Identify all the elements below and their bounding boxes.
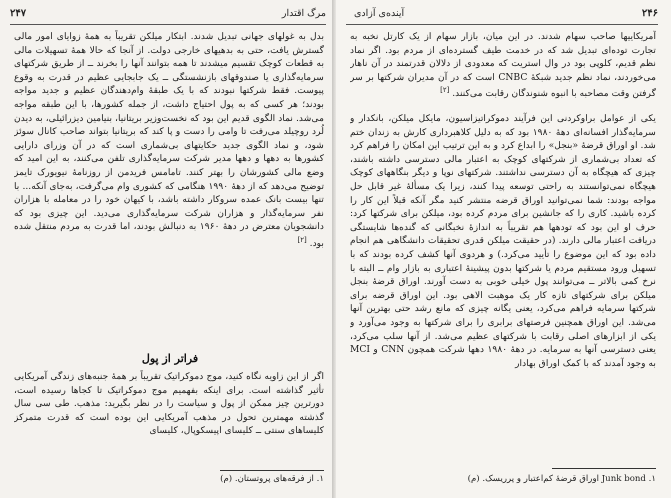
right-paragraph-1: [350, 30, 656, 112]
reference-mark: [۲]: [440, 86, 450, 95]
left-paragraph-2: [14, 370, 324, 466]
running-title: آینده‌ی آزادی: [354, 8, 405, 19]
left-paragraph-1: [14, 30, 324, 330]
paragraph-text: یکی از عوامل براوکردنی این فرآیند دموکراتیزاسیون، مایکل میلکن، بانکدار و سرمایه‌گذار افسانه‌ای دههٔ ۱۹۸۰ بود که به دلیل کلاهبرداری کارش به زندان ختم شد. او اوراق قرضهٔ «بنجل» را ابداع کرد و به این ترتیب این امکان را فراهم کرد که تعداد بی‌شماری از شرکتهای کوچک به اعتبار مالی دسترسی داشته باشند، چیزی که هیچگاه به آن دسترسی نداشتند. شرکتهای نوپا و دیگر بنگاههای کوچک هیچگاه نمی‌توانستند به راحتی توسعه پیدا کنند، زیرا یک مسألهٔ غیر قابل حل مواجه بودند: شما نمی‌توانید اوراق قرضه منتشر کنید مگر آنکه قبلاً این کار را کرده باشید. کاری را که جانشین برای مردم کرده بود، میلکن برای شرکتها کرد: حرف او این بود که تودهها هم تقریباً به اندازهٔ نخبگانی که گنده‌ها شایستگی دریافت اعتبار مالی دارند. (در حقیقت میلکن قدری تحقیقات دانشگاهی هم انجام داده بود که این موضوع را تأیید می‌کرد.) و هردوی آنها کشف کرده بودند که با تسهیل ورود مستقیم مردم یا شرکتها بدون پیشینهٔ اعتباری به بازار وام ــ البته با نرخ کمی بالاتر ــ می‌توانند پول خیلی خوبی به دست آورند. اوراق قرضهٔ بنجل میلکن برای شرکتهای تازه کار یک موهبت الاهی بود. این اوراق قرضه برای شرکتها سرمایه فراهم می‌کرد، یعنی یگانه چیزی که مانع رشد حتی بهترین آنها می‌شد. این اوراق همچنین فرصتهای برابری را برای شرکتها به وجود می‌آورد و یکی از ابزارهای اصلی رقابت با شرکتهای عظیم می‌شد. از آنها سلب می‌کرد، یعنی دسترسی آنها به سرمایه. در دههٔ ۱۹۸۰ دهها شرکت همچون CNN و MCI به وجود آمدند که با کمک اوراق بهادار: [350, 113, 656, 369]
left-page-header: [10, 8, 326, 22]
header-rule: [10, 24, 326, 25]
reference-mark: [۲]: [297, 235, 307, 244]
running-title: مرگ اقتدار: [281, 8, 326, 19]
footnote: ۱. Junk bond اوراق قرضهٔ کم‌اعتبار و پرریسک. (م): [467, 474, 656, 484]
paragraph-text: بدل به غولهای جهانی تبدیل شدند. ابتکار میلکن تقریباً به همهٔ زوایای امور مالی گسترش یافت، حتی به بدهیهای خارجی دولت. از آنجا که حالا همهٔ تسهیلات مالی به قطعات کوچک تقسیم میشدند تا همه بتوانند آنها را بخرند ــ از طریق شرکتهای سرمایه‌گذاری یا صندوقهای بازنشستگی ــ یک جابجایی عظیم در قدرت به وقوع پیوست. فقط شرکتها نبودند که با یک طبقهٔ وام‌دهندگان عظیم و جدید مواجه بودند؛ هر کسی که به پول احتیاج داشت، از جمله کشورها، با این طبقه مواجه می‌شد. نماد الگوی قدیم این بود که نخست‌وزیر بریتانیا، بنیامین دیزرائیلی، به دیدن لُرد روچیلد می‌رفت تا وامی را دست و پا کند که بریتانیا بتواند صاحب کانال سوئز شود، و نماد الگوی جدید حکایتهای بی‌شماری است که در آن وزرای دارایی کشورها به دهها و دهها مدیر شرکت سرمایه‌گذاری تلفن می‌کنند، به این امید که وضع مالی کشورشان را بهتر کنند. تامامس فریدمن از روزنامهٔ نیویورک تایمز توضیح می‌دهد که از دههٔ ۱۹۹۰ هنگامی که کشوری وام می‌گرفت، به‌جای آنکه... با تنها بیست بانک عمده سروکار داشته باشد، با کیهان خود را در معامله با هزاران نفر سرمایه‌گذار و هزاران شرکت سرمایه‌گذاری می‌دید. این چیزی بود که دانشجویان معترض در دههٔ ۱۹۶۰ به دنبالش بودند، اما قدرت به مردم منتقل شده بود.: [14, 31, 324, 249]
right-page-header: [346, 8, 658, 22]
page-number: ۲۴۷: [10, 8, 27, 19]
header-rule: [346, 24, 658, 25]
footnote-rule: [552, 468, 656, 469]
right-page: [336, 0, 671, 498]
paragraph-text: آمریکاییها صاحب سهام شدند. در این میان، بازار سهام از یک کارتل نخبه به تجارت توده‌ای تبدیل شد که در خدمت طیف گسترده‌ای از مردم بود. اگر نماد نظم قدیم، کلوپی بود در وال استریت که معدودی از دلالان قدرتمند در آن ناهار می‌خوردند، نماد نظم جدید شبکهٔ CNBC است که در آن مدیران شرکتها بر سر گرفتن وقت مصاحبه با انبوه شنوندگان رقابت می‌کنند.: [350, 31, 656, 100]
section-title: فراتر از پول: [141, 352, 199, 365]
footnote-rule: [220, 470, 324, 471]
paragraph-text: اگر از این زاویه نگاه کنید، موج دموکراتیک تقریباً بر همهٔ جنبه‌های زندگی آمریکایی تأثیر گذاشته است. برای اینکه بفهمیم موج دموکراتیک تا کجاها رسیده است، دورترین چیز ممکن از پول و سیاست را در نظر بگیرید: مذهب. طی سی سال گذشته مهمترین تحول در مذهب آمریکایی این بوده است که قدرت متمرکز کلیساهای سنتی ــ کلیسای اپیسکوپال، کلیسای: [14, 371, 324, 437]
page-number: ۲۴۶: [641, 8, 658, 19]
footnote: ۱. از فرقه‌های پروتستان. (م): [220, 474, 324, 484]
right-paragraph-2: [350, 112, 656, 464]
